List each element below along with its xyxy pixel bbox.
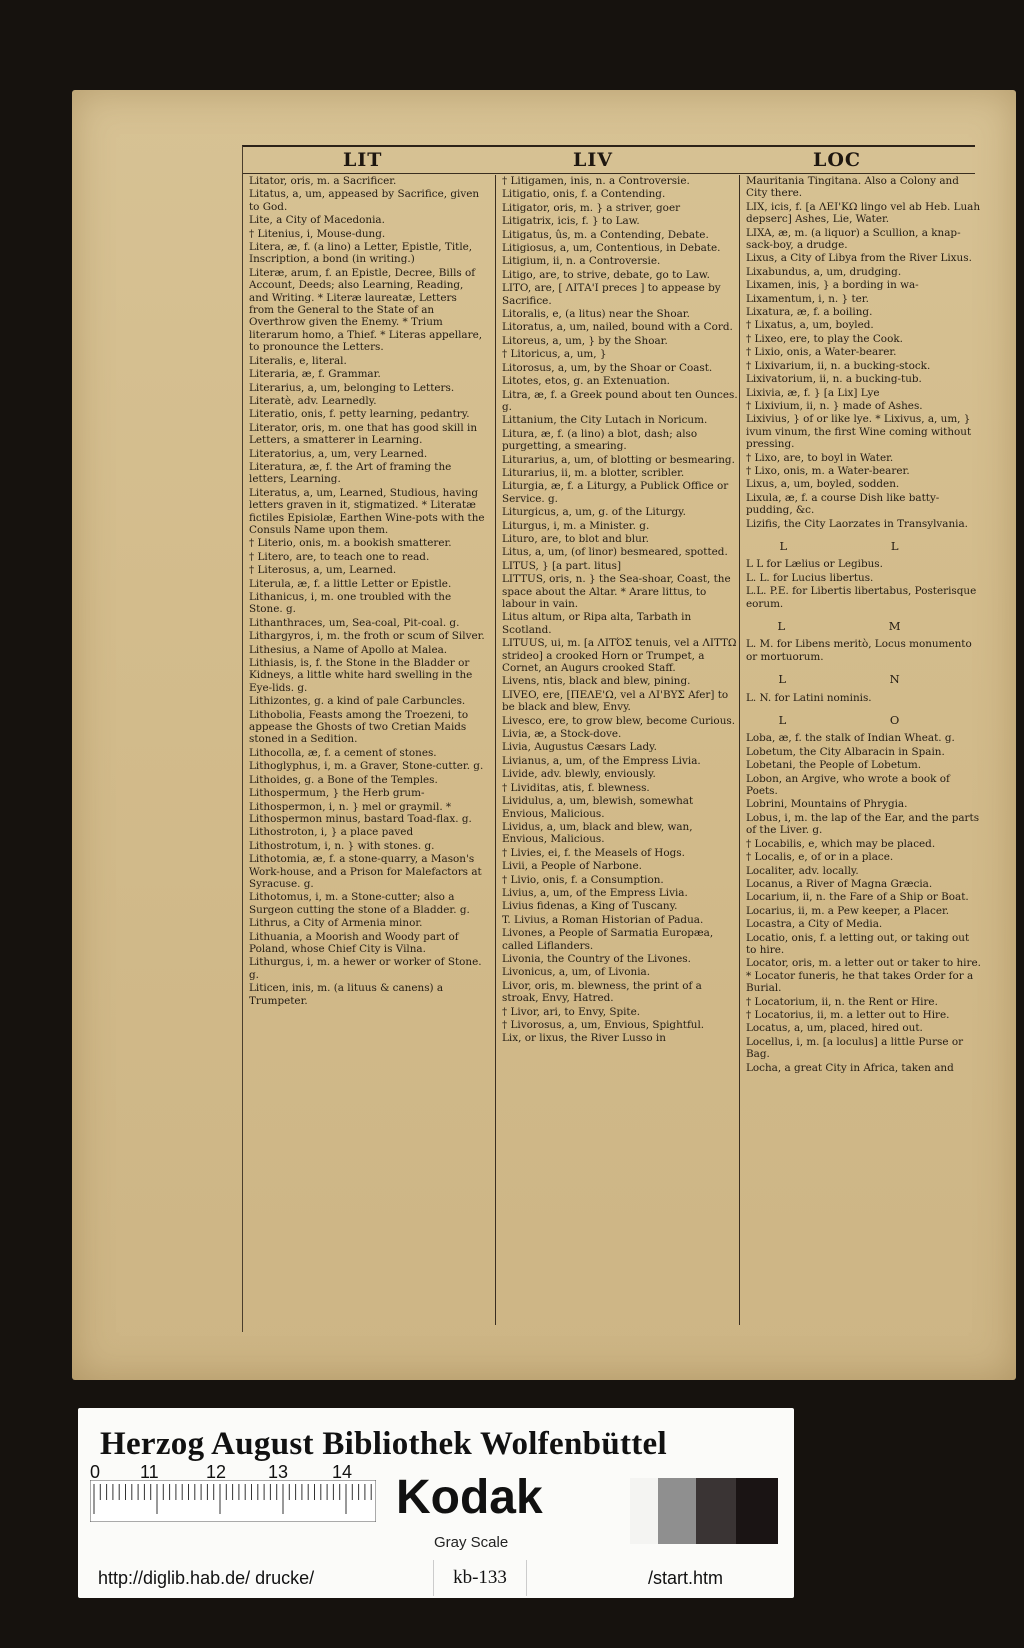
- dictionary-entry: Livens, ntis, black and blew, pining.: [502, 675, 691, 688]
- dictionary-entry: Livii, a People of Narbone.: [502, 860, 642, 873]
- dictionary-entry: † Localis, e, of or in a place.: [746, 851, 894, 864]
- dictionary-entry: Lituro, are, to blot and blur.: [502, 532, 649, 545]
- ruler-scale: [90, 1480, 376, 1522]
- ruler-number: 14: [332, 1462, 353, 1482]
- dictionary-entry: LITTUS, oris, n. } the Sea-shoar, Coast, the space about the Altar. * Arare littus, to labour in vain.: [502, 573, 731, 610]
- dictionary-entry: Liturgicus, a, um, g. of the Liturgy.: [502, 506, 686, 519]
- dictionary-entry: † Lixatus, a, um, boyled.: [746, 319, 874, 332]
- dictionary-entry: Lobetum, the City Albaracin in Spain.: [746, 745, 945, 758]
- dictionary-entry: Livones, a People of Sarmatia Europæa, called Liflanders.: [502, 927, 714, 952]
- dictionary-entry: Liturgus, i, m. a Minister. g.: [502, 519, 650, 532]
- dictionary-entry: Litus, a, um, (of linor) besmeared, spotted.: [502, 546, 728, 559]
- dictionary-entry: Loba, æ, f. the stalk of Indian Wheat. g.: [746, 732, 955, 745]
- dictionary-entry: Litatus, a, um, appeased by Sacrifice, given to God.: [249, 188, 480, 213]
- dictionary-entry: Localiter, adv. locally.: [746, 864, 859, 877]
- running-head-center: LIV: [573, 149, 613, 171]
- dictionary-entry: Liturarius, ii, m. a blotter, scribler.: [502, 466, 685, 479]
- dictionary-entry: Litura, æ, f. (a lino) a blot, dash; also purgetting, a smearing.: [502, 427, 698, 453]
- section-heading: L M: [777, 619, 951, 633]
- dictionary-entry: L.L. P.E. for Libertis libertabus, Posterisque eorum.: [746, 585, 977, 610]
- dictionary-entry: Litigator, oris, m. } a striver, goer: [502, 201, 681, 214]
- scan-target-card: [78, 1408, 794, 1598]
- dictionary-entry: † Lixivium, ii, n. } made of Ashes.: [746, 399, 923, 412]
- dictionary-entry: Lithargyros, i, m. the froth or scum of Silver.: [249, 630, 485, 643]
- dictionary-entry: LIX, icis, f. [a ΛΕΙ'ΚΩ lingo vel ab Heb. Luah depserc] Ashes, Lie, Water.: [746, 200, 981, 226]
- dictionary-entry: Litigatus, ûs, m. a Contending, Debate.: [502, 228, 709, 241]
- dictionary-entry: LIXA, æ, m. (a liquor) a Scullion, a knap-sack-boy, a drudge.: [746, 226, 961, 252]
- dictionary-entry: Liturarius, a, um, of blotting or besmearing.: [502, 453, 735, 466]
- dictionary-entry: Literalis, e, literal.: [249, 354, 347, 367]
- dictionary-entry: Lithrus, a City of Armenia minor.: [249, 917, 423, 930]
- dictionary-entry: Litus altum, or Ripa alta, Tarbath in Scotland.: [502, 611, 692, 636]
- dictionary-entry: † Livies, ei, f. the Measels of Hogs.: [502, 846, 685, 859]
- dictionary-entry: Litoralis, e, (a litus) near the Shoar.: [502, 308, 690, 321]
- dictionary-entry: Littanium, the City Lutach in Noricum.: [502, 414, 708, 427]
- dictionary-entry: † Litenius, i, Mouse-dung.: [249, 227, 386, 240]
- dictionary-entry: Lizifis, the City Laorzates in Transylvania.: [746, 517, 968, 530]
- dictionary-entry: Lix, or lixus, the River Lusso in: [502, 1032, 666, 1045]
- dictionary-entry: † Literosus, a, um, Learned.: [249, 564, 397, 577]
- dictionary-entry: Lividus, a, um, black and blew, wan, Envious, Malicious.: [502, 820, 693, 846]
- dictionary-entry: † Livio, onis, f. a Consumption.: [502, 873, 664, 886]
- start-path: /start.htm: [648, 1568, 724, 1588]
- dictionary-entry: Lithoides, g. a Bone of the Temples.: [249, 773, 438, 786]
- dictionary-entry: Lividulus, a, um, blewish, somewhat Envious, Malicious.: [502, 795, 694, 820]
- dictionary-entry: Litigiosus, a, um, Contentious, in Debate.: [502, 242, 721, 255]
- section-heading: L L: [779, 538, 949, 553]
- kodak-logo: Kodak: [396, 1471, 543, 1524]
- dictionary-entry: Lithurgus, i, m. a hewer or worker of Stone. g.: [249, 956, 482, 981]
- dictionary-entry: Lixamen, inis, } a bording in wa-: [746, 279, 919, 292]
- column-1: [249, 175, 485, 1325]
- dictionary-entry: Livia, Augustus Cæsars Lady.: [502, 741, 657, 754]
- dictionary-entry: LITUUS, ui, m. [a ΛΙΤΌΣ tenuis, vel a ΛΙΤΤΩ strideo] a crooked Horn or Trumpet, a Cornet, an Augurs crooked Staff.: [502, 637, 737, 675]
- dictionary-entry: LITO, are, [ ΛΙΤΑ'Ι preces ] to appease by Sacrifice.: [502, 282, 721, 307]
- dictionary-entry: Litigium, ii, n. a Controversie.: [502, 255, 661, 268]
- institution-name: Herzog August Bibliothek Wolfenbüttel: [100, 1426, 667, 1462]
- dictionary-entry: Literatorius, a, um, very Learned.: [249, 447, 428, 460]
- gray-swatch-dark: [696, 1478, 736, 1544]
- dictionary-entry: Locatus, a, um, placed, hired out.: [746, 1022, 923, 1035]
- column-3: [739, 175, 982, 1325]
- dictionary-entry: † Literio, onis, m. a bookish smatterer.: [249, 537, 452, 550]
- dictionary-entry: Lithostroton, i, } a place paved: [249, 826, 414, 839]
- dictionary-entry: Litera, æ, f. (a lino) a Letter, Epistle, Title, Inscription, a bond (in writing.): [249, 241, 473, 266]
- dictionary-entry: † Locatorium, ii, n. the Rent or Hire.: [746, 995, 938, 1008]
- dictionary-entry: Litigo, are, to strive, debate, go to Law.: [502, 268, 710, 281]
- dictionary-entry: † Litero, are, to teach one to read.: [249, 550, 430, 563]
- page-frame: [242, 145, 981, 1332]
- dictionary-entry: Lithanthraces, um, Sea-coal, Pit-coal. g.: [249, 616, 460, 629]
- dictionary-entry: Lithospermon, i, n. } mel or graymil. * Lithospermon minus, bastard Toad-flax. g.: [249, 800, 472, 825]
- dictionary-entry: Livius fidenas, a King of Tuscany.: [502, 900, 678, 913]
- dictionary-entry: † Lixo, are, to boyl in Water.: [746, 451, 894, 464]
- dictionary-entry: Litoratus, a, um, nailed, bound with a Cord.: [502, 321, 733, 334]
- dictionary-entry: Locarium, ii, n. the Fare of a Ship or Boat.: [746, 891, 969, 904]
- dictionary-entry: Lithanicus, i, m. one troubled with the Stone. g.: [249, 591, 452, 616]
- dictionary-entry: Locator, oris, m. a letter out or taker to hire. * Locator funeris, he that takes Order for a Burial.: [746, 957, 981, 995]
- dictionary-entry: † Locatorius, ii, m. a letter out to Hire.: [746, 1008, 950, 1021]
- dictionary-entry: Lixabundus, a, um, drudging.: [746, 265, 902, 278]
- dictionary-entry: Literatura, æ, f. the Art of framing the letters, Learning.: [249, 460, 452, 486]
- dictionary-entry: Litator, oris, m. a Sacrificer.: [249, 175, 397, 187]
- dictionary-entry: Litoreus, a, um, } by the Shoar.: [502, 334, 668, 347]
- dictionary-entry: Lithospermum, } the Herb grum-: [249, 787, 425, 800]
- dictionary-entry: Livide, adv. blewly, enviously.: [502, 768, 656, 781]
- dictionary-entry: Literula, æ, f. a little Letter or Epistle.: [249, 577, 452, 590]
- dictionary-entry: Livor, oris, m. blewness, the print of a stroak, Envy, Hatred.: [502, 979, 702, 1005]
- dictionary-entry: Livius, a, um, of the Empress Livia.: [502, 886, 688, 899]
- dictionary-entry: LIVEO, ere, [ΠΕΛΕ'Ω, vel a ΛΙ'ΒΥΣ Afer] to be black and blew, Envy.: [502, 688, 729, 714]
- dictionary-entry: Lixus, a City of Libya from the River Lixus.: [746, 252, 972, 265]
- dictionary-entry: Lixula, æ, f. a course Dish like batty-pudding, &c.: [746, 491, 940, 517]
- dictionary-entry: Literatio, onis, f. petty learning, pedantry.: [249, 408, 470, 421]
- dictionary-entry: Lixivia, æ, f. } [a Lix] Lye: [746, 386, 880, 399]
- dictionary-entry: Lixus, a, um, boyled, sodden.: [746, 478, 900, 491]
- dictionary-entry: Literarius, a, um, belonging to Letters.: [249, 381, 455, 394]
- dictionary-entry: † Lixio, onis, a Water-bearer.: [746, 346, 897, 359]
- dictionary-entry: Lithotomus, i, m. a Stone-cutter; also a Surgeon cutting the stone of a Bladder. g.: [249, 891, 470, 916]
- dictionary-entry: Livonia, the Country of the Livones.: [502, 952, 691, 965]
- section-heading: L O: [778, 713, 950, 728]
- shelfmark: kb-133: [433, 1560, 527, 1596]
- dictionary-entry: † Litigamen, inis, n. a Controversie.: [502, 175, 690, 187]
- ruler-number: 0: [90, 1462, 101, 1482]
- column-2: [495, 175, 738, 1325]
- dictionary-entry: † Locabilis, e, which may be placed.: [746, 837, 936, 850]
- dictionary-entry: Liturgia, æ, f. a Liturgy, a Publick Office or Service. g.: [502, 480, 729, 505]
- dictionary-entry: Lobrini, Mountains of Phrygia.: [746, 798, 908, 811]
- dictionary-entry: Liticen, inis, m. (a lituus & canens) a Trumpeter.: [249, 982, 444, 1007]
- dictionary-entry: Lixatura, æ, f. a boiling.: [746, 306, 873, 319]
- dictionary-entry: Lithobolia, Feasts among the Troezeni, to appease the Ghosts of two Cretian Maids stoned in a Sedition.: [249, 708, 469, 746]
- gray-scale-label: Gray Scale: [434, 1534, 509, 1551]
- dictionary-page: [72, 90, 1016, 1380]
- ruler-number: 13: [268, 1462, 289, 1482]
- ruler-number: 12: [206, 1462, 227, 1482]
- dictionary-entry: T. Livius, a Roman Historian of Padua.: [502, 913, 704, 926]
- running-head: [243, 147, 975, 174]
- dictionary-entry: Lobus, i, m. the lap of the Ear, and the parts of the Liver. g.: [746, 811, 980, 837]
- section-heading: L N: [778, 672, 950, 687]
- dictionary-entry: Lithiasis, is, f. the Stone in the Bladder or Kidneys, a little white hard swelling in the Eye-lids. g.: [249, 657, 473, 694]
- dictionary-entry: Lithuania, a Moorish and Woody part of Poland, whose Chief City is Vilna.: [249, 930, 459, 955]
- dictionary-entry: Lixivius, } of or like lye. * Lixivus, a, um, } ivum vinum, the first Wine coming without pressing.: [746, 413, 972, 451]
- dictionary-entry: Locatio, onis, f. a letting out, or taking out to hire.: [746, 931, 970, 956]
- dictionary-entry: Lithotomia, æ, f. a stone-quarry, a Mason's Work-house, and a Prison for Malefactors at Syracuse. g.: [249, 853, 482, 890]
- dictionary-entry: Mauritania Tingitana. Also a Colony and City there.: [746, 175, 959, 200]
- dictionary-entry: Lobon, an Argive, who wrote a book of Poets.: [746, 772, 950, 798]
- dictionary-entry: Literatè, adv. Learnedly.: [249, 394, 377, 407]
- dictionary-entry: Litra, æ, f. a Greek pound about ten Ounces. g.: [502, 388, 738, 413]
- dictionary-entry: Locanus, a River of Magna Græcia.: [746, 877, 933, 890]
- running-head-right: LOC: [813, 149, 862, 171]
- dictionary-entry: Locha, a great City in Africa, taken and: [746, 1061, 954, 1074]
- ruler-number: 11: [140, 1462, 159, 1482]
- dictionary-entry: Locarius, ii, m. a Pew keeper, a Placer.: [746, 904, 950, 917]
- dictionary-entry: Lixamentum, i, n. } ter.: [746, 292, 869, 305]
- dictionary-entry: Lithostrotum, i, n. } with stones. g.: [249, 839, 435, 852]
- dictionary-entry: Literatus, a, um, Learned, Studious, having letters graven in it, stigmatized. * Literatæ fictiles Episiolæ, Earthen Wine-pots with the Consuls Name upon them.: [249, 486, 485, 536]
- running-head-left: LIT: [343, 149, 383, 171]
- dictionary-entry: LITUS, } [a part. litus]: [502, 559, 622, 572]
- dictionary-entry: † Lixeo, ere, to play the Cook.: [746, 332, 903, 345]
- dictionary-entry: Lithoglyphus, i, m. a Graver, Stone-cutter. g.: [249, 760, 484, 773]
- dictionary-entry: † Livor, ari, to Envy, Spite.: [502, 1005, 641, 1018]
- dictionary-entry: Livia, æ, a Stock-dove.: [502, 728, 622, 741]
- dictionary-entry: Lobetani, the People of Lobetum.: [746, 759, 922, 772]
- dictionary-entry: L L for Lælius or Legibus.: [746, 558, 883, 571]
- dictionary-entry: Lite, a City of Macedonia.: [249, 214, 385, 227]
- gray-swatch-black: [736, 1478, 778, 1544]
- dictionary-entry: Livesco, ere, to grow blew, become Curious.: [502, 714, 736, 727]
- dictionary-entry: Lithesius, a Name of Apollo at Malea.: [249, 643, 448, 656]
- dictionary-entry: Literæ, arum, f. an Epistle, Decree, Bills of Account, Deeds; also Learning, Reading, and Writing. * Literæ laureatæ, Letters from the General to the State of an Overthrow given the Enemy. * Trium literarum homo, a Thief. * Literas appellare, to pronounce the Letters.: [249, 266, 483, 354]
- dictionary-entry: Locastra, a City of Media.: [746, 918, 883, 931]
- dictionary-entry: Litorosus, a, um, by the Shoar or Coast.: [502, 361, 713, 374]
- dictionary-entry: † Lixivarium, ii, n. a bucking-stock.: [746, 359, 931, 372]
- dictionary-entry: Litotes, etos, g. an Extenuation.: [502, 375, 670, 388]
- dictionary-entry: L. M. for Libens meritò, Locus monumento or mortuorum.: [746, 638, 972, 663]
- dictionary-entry: Literaria, æ, f. Grammar.: [249, 368, 381, 381]
- dictionary-entry: Livonicus, a, um, of Livonia.: [502, 966, 651, 979]
- dictionary-entry: Lithocolla, æ, f. a cement of stones.: [249, 746, 437, 759]
- dictionary-entry: † Litoricus, a, um, }: [502, 348, 607, 361]
- dictionary-entry: Lithizontes, g. a kind of pale Carbuncles.: [249, 695, 466, 708]
- dictionary-entry: L. N. for Latini nominis.: [746, 691, 872, 704]
- library-url: http://diglib.hab.de/ drucke/: [98, 1568, 315, 1588]
- dictionary-entry: Livianus, a, um, of the Empress Livia.: [502, 754, 701, 767]
- dictionary-entry: † Lividitas, atis, f. blewness.: [502, 781, 650, 794]
- dictionary-entry: † Lixo, onis, m. a Water-bearer.: [746, 464, 910, 477]
- dictionary-entry: Litigatrix, icis, f. } to Law.: [502, 215, 640, 228]
- dictionary-entry: Locellus, i, m. [a loculus] a little Purse or Bag.: [746, 1035, 964, 1061]
- dictionary-entry: L. L. for Lucius libertus.: [746, 571, 874, 584]
- dictionary-entry: Lixivatorium, ii, n. a bucking-tub.: [746, 373, 922, 386]
- dictionary-entry: † Livorosus, a, um, Envious, Spightful.: [502, 1019, 705, 1031]
- gray-swatch-mid: [658, 1478, 696, 1544]
- dictionary-entry: Litigatio, onis, f. a Contending.: [502, 188, 666, 201]
- dictionary-entry: Literator, oris, m. one that has good skill in Letters, a smatterer in Learning.: [249, 421, 478, 447]
